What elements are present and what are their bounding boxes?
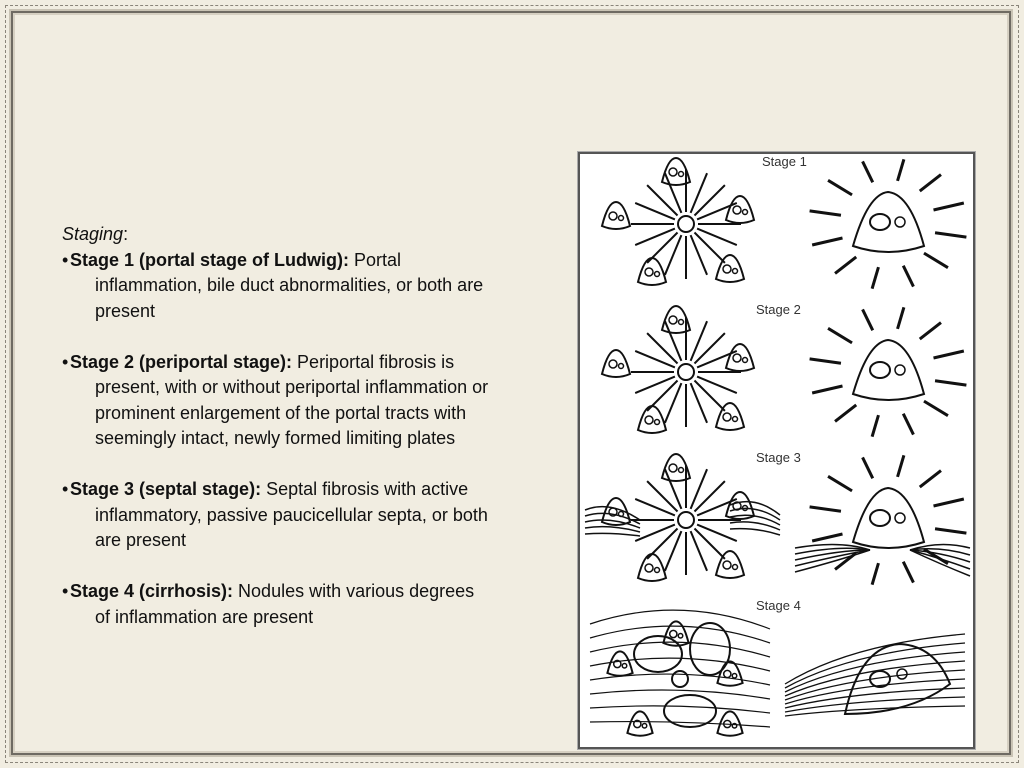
sun-ray	[898, 159, 904, 181]
fibrosis-ray	[697, 377, 737, 393]
portal-tract	[678, 364, 694, 380]
fibrosis-ray	[635, 525, 675, 541]
cell-nucleus	[733, 354, 741, 362]
hepatocyte-cell	[638, 554, 666, 581]
stage-2-item	[62, 350, 492, 452]
fibrous-band	[590, 706, 770, 713]
sun-ray	[924, 401, 948, 416]
fibrosis-ray	[694, 380, 724, 410]
hepatocyte-cell	[726, 196, 754, 223]
fibrous-band	[590, 642, 770, 657]
fibrosis-ray	[691, 531, 707, 571]
cell-nucleus	[670, 630, 677, 637]
sun-ray	[898, 455, 904, 477]
cell-nucleus	[724, 670, 731, 677]
sun-ray	[835, 257, 856, 273]
staging-text-block	[62, 222, 492, 656]
cell-nucleolus	[678, 634, 683, 639]
fibrosis-ray	[665, 173, 681, 213]
stage-2-label: Stage 2 (periportal stage):	[70, 351, 293, 372]
hepatocyte-cell	[602, 202, 630, 229]
fibrosis-ray	[635, 351, 675, 367]
fibrosis-ray	[694, 481, 724, 511]
fibrosis-ray	[635, 229, 675, 245]
fibrosis-ray	[635, 499, 675, 515]
sun-ray	[872, 415, 878, 437]
sun-ray	[810, 359, 841, 363]
cell-nucleolus	[733, 417, 738, 422]
cell-nucleolus	[743, 210, 748, 215]
fibrous-band	[590, 626, 770, 643]
hepatocyte-cell	[638, 406, 666, 433]
sun-ray	[898, 307, 904, 329]
portal-tract	[678, 512, 694, 528]
cell-nucleolus	[743, 358, 748, 363]
fibrosis-ray	[697, 525, 737, 541]
sun-ray	[810, 211, 841, 215]
large-nucleolus	[895, 513, 905, 523]
stage-1-title: Stage 1	[762, 154, 807, 169]
fibrosis-ray	[635, 203, 675, 219]
fibrosis-ray	[665, 531, 681, 571]
cell-nucleolus	[679, 320, 684, 325]
fibrosis-ray	[691, 469, 707, 509]
staging-diagram-svg	[580, 154, 973, 747]
cell-nucleolus	[679, 172, 684, 177]
sun-ray	[935, 381, 966, 385]
sun-ray	[935, 233, 966, 237]
large-nucleus	[870, 214, 890, 230]
fibrosis-ray	[635, 377, 675, 393]
cell-nucleus	[645, 268, 653, 276]
stage-3-item	[62, 477, 492, 554]
fibrosis-ray	[665, 321, 681, 361]
bullet: •	[62, 249, 69, 270]
cell-nucleolus	[733, 565, 738, 570]
sun-ray	[835, 405, 856, 421]
large-nucleolus	[895, 365, 905, 375]
regenerative-nodule	[634, 636, 682, 672]
cell-nucleus	[645, 416, 653, 424]
sun-ray	[812, 238, 842, 245]
fibrosis-ray	[647, 185, 677, 215]
cell-nucleolus	[679, 468, 684, 473]
cell-nucleolus	[732, 674, 737, 679]
large-nucleus	[870, 362, 890, 378]
fibrosis-ray	[665, 235, 681, 275]
bullet: •	[62, 479, 69, 499]
large-nucleolus	[895, 217, 905, 227]
large-hepatocyte	[853, 192, 924, 252]
stage-1-description: Portal inflammation, bile duct abnormalities, or both are present	[95, 249, 484, 321]
cell-nucleolus	[642, 724, 647, 729]
fibrosis-ray	[691, 321, 707, 361]
fibrosis-ray	[694, 232, 724, 262]
stage-3-description: Septal fibrosis with active inflammatory, passive paucicellular septa, or both are present	[95, 479, 488, 550]
hepatocyte-cell	[627, 711, 652, 735]
fibrous-band	[785, 697, 965, 712]
stage-2-title: Stage 2	[756, 302, 801, 317]
bullet: •	[62, 351, 69, 372]
cell-nucleolus	[655, 568, 660, 573]
staging-heading: Staging:	[62, 224, 129, 244]
cell-nucleolus	[622, 664, 627, 669]
fibrosis-ray	[665, 383, 681, 423]
cell-nucleus	[723, 265, 731, 273]
sun-ray	[924, 253, 948, 268]
large-nucleus	[870, 510, 890, 526]
stage-4-title: Stage 4	[756, 598, 801, 613]
fibrosis-ray	[647, 481, 677, 511]
sun-ray	[934, 203, 964, 210]
sun-ray	[828, 328, 852, 343]
sun-ray	[828, 476, 852, 491]
septum-fiber	[585, 527, 640, 532]
stage-4-description: Nodules with various degrees of inflammation are present	[95, 581, 475, 627]
fibrous-band	[785, 634, 965, 684]
fibrosis-ray	[694, 185, 724, 215]
sun-ray	[872, 267, 878, 289]
cell-nucleus	[669, 316, 677, 324]
sun-ray	[812, 386, 842, 393]
sun-ray	[920, 471, 941, 487]
cell-nucleus	[609, 360, 617, 368]
cell-nucleolus	[619, 364, 624, 369]
large-hepatocyte	[853, 340, 924, 400]
large-hepatocyte	[853, 488, 924, 548]
fibrosis-ray	[697, 229, 737, 245]
sun-ray	[810, 507, 841, 511]
sun-ray	[828, 180, 852, 195]
sun-ray	[872, 563, 878, 585]
sun-ray	[935, 529, 966, 533]
fibrosis-ray	[694, 333, 724, 363]
stage-3-label: Stage 3 (septal stage):	[70, 479, 262, 499]
stage-1-label: Stage 1 (portal stage of Ludwig):	[70, 249, 350, 270]
stage-3-title: Stage 3	[756, 450, 801, 465]
bullet: •	[62, 581, 69, 601]
sun-ray	[903, 266, 913, 287]
hepatocyte-cell	[638, 258, 666, 285]
ludwig-staging-illustration	[578, 152, 975, 749]
fibrosis-ray	[665, 469, 681, 509]
cell-nucleolus	[655, 272, 660, 277]
sun-ray	[903, 562, 913, 583]
cell-nucleus	[723, 561, 731, 569]
stage-1-item	[62, 248, 492, 325]
cell-nucleus	[609, 212, 617, 220]
cell-nucleolus	[655, 420, 660, 425]
sun-ray	[903, 414, 913, 435]
hepatocyte-cell	[717, 661, 742, 685]
portal-tract	[678, 216, 694, 232]
cell-nucleus	[669, 464, 677, 472]
fibrous-band	[785, 643, 965, 688]
large-nucleolus	[897, 669, 907, 679]
stage-4-item	[62, 579, 492, 630]
stage-2-description: Periportal fibrosis is present, with or without periportal inflammation or prominent enlargement of the portal tracts with seemingly intact, newly formed limiting plates	[95, 351, 489, 448]
stage-4-label: Stage 4 (cirrhosis):	[70, 581, 234, 601]
cell-nucleus	[723, 413, 731, 421]
sun-ray	[920, 323, 941, 339]
cell-nucleus	[669, 168, 677, 176]
fibrosis-ray	[647, 333, 677, 363]
cell-nucleus	[645, 564, 653, 572]
cell-nucleus	[733, 206, 741, 214]
fibrosis-ray	[694, 528, 724, 558]
septum-fiber	[585, 533, 640, 536]
septum-fiber	[730, 529, 780, 535]
hepatocyte-cell	[726, 344, 754, 371]
sun-ray	[863, 309, 873, 330]
sun-ray	[934, 351, 964, 358]
sun-ray	[934, 499, 964, 506]
diagram-artwork	[585, 158, 970, 736]
portal-tract	[672, 671, 688, 687]
hepatocyte-cell	[602, 350, 630, 377]
fibrosis-ray	[691, 235, 707, 275]
hepatocyte-cell	[607, 651, 632, 675]
cell-nucleolus	[733, 269, 738, 274]
sun-ray	[920, 175, 941, 191]
sun-ray	[863, 161, 873, 182]
sun-ray	[812, 534, 842, 541]
fibrous-band	[590, 690, 770, 699]
sun-ray	[863, 457, 873, 478]
cell-nucleolus	[619, 216, 624, 221]
fibrosis-ray	[691, 173, 707, 213]
fibrosis-ray	[691, 383, 707, 423]
septum-fiber	[730, 502, 780, 515]
